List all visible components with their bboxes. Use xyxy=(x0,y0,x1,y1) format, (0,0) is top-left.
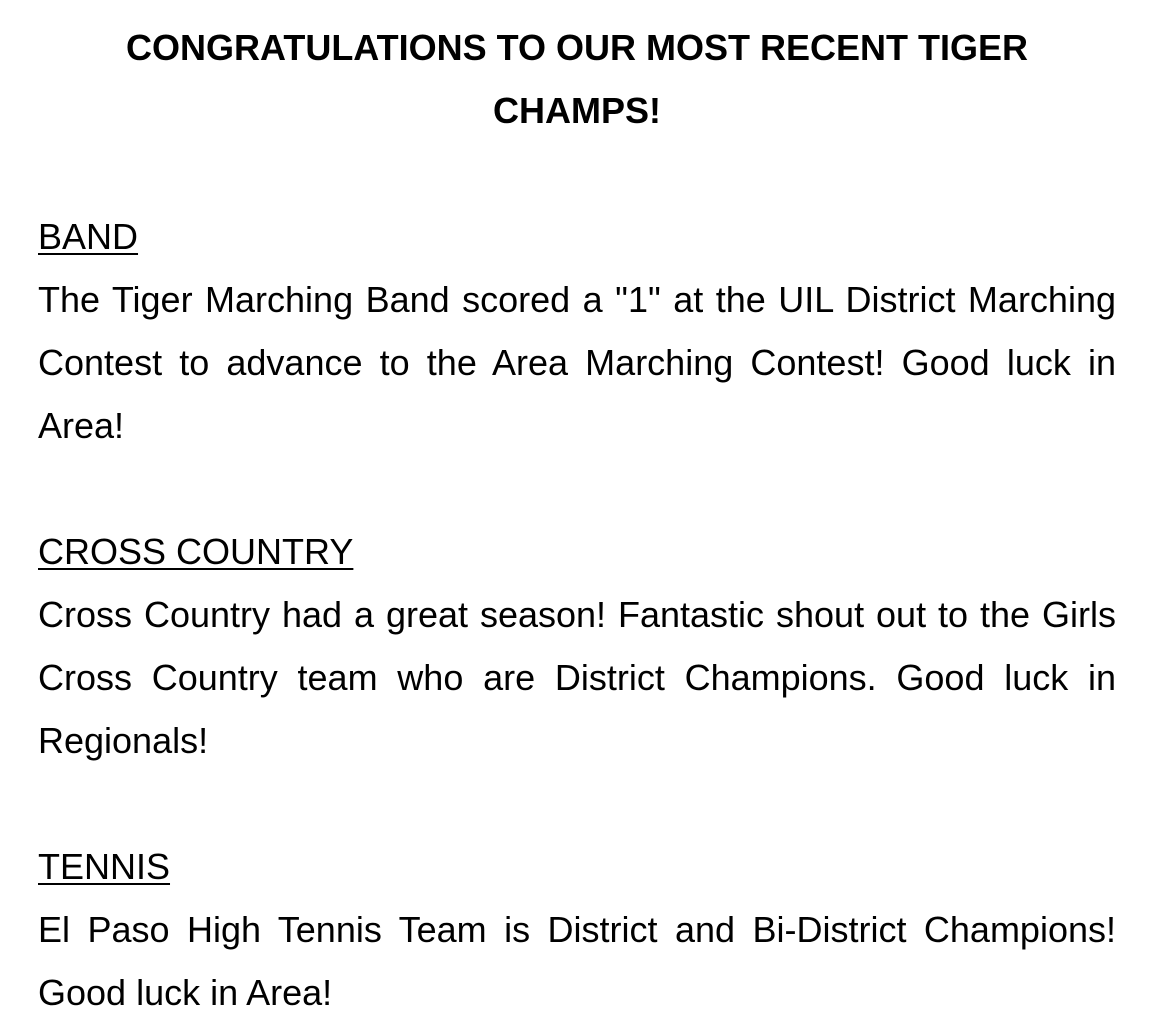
section-band xyxy=(38,205,1116,457)
section-body-band: The Tiger Marching Band scored a "1" at the UIL District Marching Contest to advance to the Area Marching Contest! Good luck in Area! xyxy=(38,279,1116,446)
section-cross-country xyxy=(38,520,1116,772)
section-body-cross-country: Cross Country had a great season! Fantastic shout out to the Girls Cross Country team who are District Champions. Good luck in Regionals! xyxy=(38,594,1116,761)
page-title: CONGRATULATIONS TO OUR MOST RECENT TIGER CHAMPS! xyxy=(126,27,1028,131)
section-heading-cross-country: CROSS COUNTRY xyxy=(38,531,354,572)
section-heading-tennis: TENNIS xyxy=(38,846,171,887)
section-heading-band: BAND xyxy=(38,216,139,257)
section-body-tennis: El Paso High Tennis Team is District and Bi-District Champions! Good luck in Area! xyxy=(38,909,1116,1013)
section-tennis xyxy=(38,835,1116,1024)
announcement-document xyxy=(38,16,1116,1024)
